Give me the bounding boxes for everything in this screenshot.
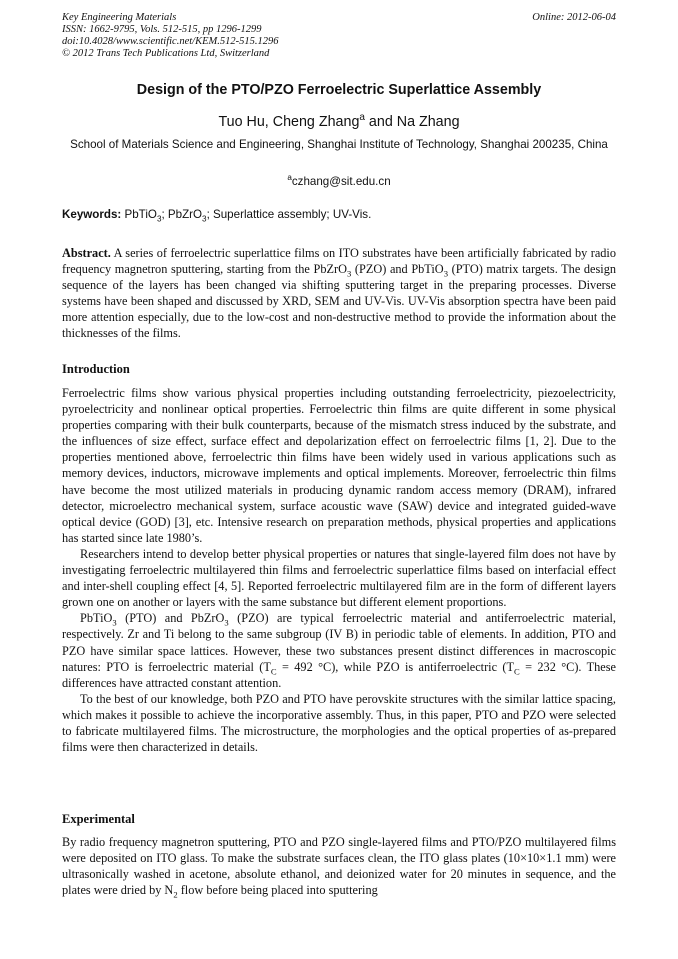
keywords-label: Keywords: xyxy=(62,208,122,221)
paragraph-subscript: 2 xyxy=(173,889,178,900)
introduction-section xyxy=(62,385,616,755)
affiliation: School of Materials Science and Engineering, Shanghai Institute of Technology, Shanghai 200235, China xyxy=(70,138,608,151)
authors-part-1: Tuo Hu, Cheng Zhang xyxy=(218,114,360,130)
intro-paragraph-1: Ferroelectric films show various physical properties including outstanding ferroelectricity, piezoelectricity, pyroelectricity and nonlinear optical properties. Ferroelectric thin films are quite different in some physical properties comparing with their bulk counterparts, because of the mismatch stress induced by the substrate, and the influences of size effect, surface effect and depolarization effect on ferroelectric films [1, 2]. Due to the properties mentioned above, ferroelectric thin films have been widely used in various applications such as memory devices, inductors, microwave implements and optical implements. Moreover, ferroelectric thin films have become the most utilized materials in producing dynamic random access memory (DRAM), infrared detector, microelectro mechanical system, surface acoustic wave (SAW) device and integrated guided-wave optical device (GOD) [3], etc. Intensive research on preparation methods, physical properties and applications has started since late 1980’s. xyxy=(62,386,616,545)
abstract-subscript: 3 xyxy=(346,268,352,279)
keyword-text: ; PbZrO xyxy=(161,208,203,221)
journal-header xyxy=(62,12,279,60)
journal-name: Key Engineering Materials xyxy=(62,12,177,23)
author-list xyxy=(0,114,678,130)
intro-paragraph-3 xyxy=(62,610,616,690)
keyword-text: PbTiO xyxy=(121,208,157,221)
intro-paragraph-4: To the best of our knowledge, both PZO and PTO have perovskite structures with the similar lattice spacing, which makes it possible to achieve the incorporative assembly. Thus, in this paper, PTO and PZO were selected to fabricate multilayered films. The microstructure, the morphologies and the optical properties of as-prepared films were then characterized in details. xyxy=(62,691,616,755)
experimental-heading: Experimental xyxy=(62,812,135,826)
abstract-text: A series of ferroelectric superlattice films on ITO substrates have been artificially fabricated by radio frequency magnetron sputtering, starting from the PbZrO xyxy=(62,246,616,277)
keyword-text: ; Superlattice assembly; UV-Vis. xyxy=(206,208,372,221)
paragraph-subscript: C xyxy=(270,666,277,677)
issn-line: ISSN: 1662-9795, Vols. 512-515, pp 1296-1299 xyxy=(62,24,262,35)
authors-part-2: and Na Zhang xyxy=(364,114,460,130)
author-affil-marker: a xyxy=(359,112,365,124)
introduction-heading: Introduction xyxy=(62,362,130,376)
keyword-subscript: 3 xyxy=(202,214,207,224)
doi-line: doi:10.4028/www.scientific.net/KEM.512-515.1296 xyxy=(62,36,279,47)
online-date: Online: 2012-06-04 xyxy=(532,12,616,23)
experimental-section xyxy=(62,834,616,898)
abstract xyxy=(62,245,616,342)
paragraph-text: (PTO) and PbZrO xyxy=(116,611,225,626)
abstract-subscript: 3 xyxy=(443,268,448,279)
paragraph-subscript: 3 xyxy=(224,617,229,628)
paragraph-subscript: C xyxy=(514,666,520,677)
paragraph-text: PbTiO xyxy=(80,611,113,626)
abstract-label: Abstract. xyxy=(62,246,111,260)
paragraph-text: (PZO) are typical ferroelectric material and antiferroelectric material, respectively. Zr and Ti belong to the same subgroup (IV B) in periodic table of elements. In addition, PTO and PZO have similar space lattices. However, these two substances present distinct differences in macroscopic natures: PTO is ferroelectric material (T xyxy=(62,611,616,674)
paragraph-text: flow before being placed into sputtering xyxy=(177,883,378,898)
email-marker: a xyxy=(287,173,292,183)
abstract-text: (PTO) matrix targets. The design sequence of the layers has been changed via shifting sputtering target in the preparing processes. Diverse systems have been shaped and discussed by XRD, SEM and UV-Vis. UV-Vis absorption spectra have been paid more attention especially, due to the low-cost and non-destructive method to provide the information about the thicknesses of the films. xyxy=(62,262,617,341)
paper-title: Design of the PTO/PZO Ferroelectric Superlattice Assembly xyxy=(136,82,542,98)
intro-paragraph-2: Researchers intend to develop better physical properties or natures that single-layered film does not have by investigating ferroelectric multilayered thin films and ferroelectric superlattice films based on interfacial effect and inter-shell coupling effect [4, 5]. Reported ferroelectric multilayered film are in the form of different layers grown one on another or layers with the same substance but different element proportions. xyxy=(62,546,616,610)
copyright-line: © 2012 Trans Tech Publications Ltd, Switzerland xyxy=(62,48,270,59)
paragraph-text: = 492 °C), while PZO is antiferroelectric (T xyxy=(276,659,515,674)
corresponding-email xyxy=(0,175,678,188)
paragraph-subscript: 3 xyxy=(112,617,117,628)
keyword-subscript: 3 xyxy=(156,214,162,224)
keywords-line xyxy=(62,208,616,224)
paragraph-text: By radio frequency magnetron sputtering, PTO and PZO single-layered films and PTO/PZO multilayered films were deposited on ITO glass. To make the substrate surfaces clean, the ITO glass plates (10×10×1.1 mm) were ultrasonically washed in acetone, absolute ethanol, and deionized water for 20 minutes in sequence, and the plates were dried by N xyxy=(62,835,616,898)
email-address[interactable]: czhang@sit.edu.cn xyxy=(291,175,391,188)
abstract-text: (PZO) and PbTiO xyxy=(351,262,444,277)
paragraph-text: = 232 °C). These differences have attracted constant attention. xyxy=(62,659,616,690)
